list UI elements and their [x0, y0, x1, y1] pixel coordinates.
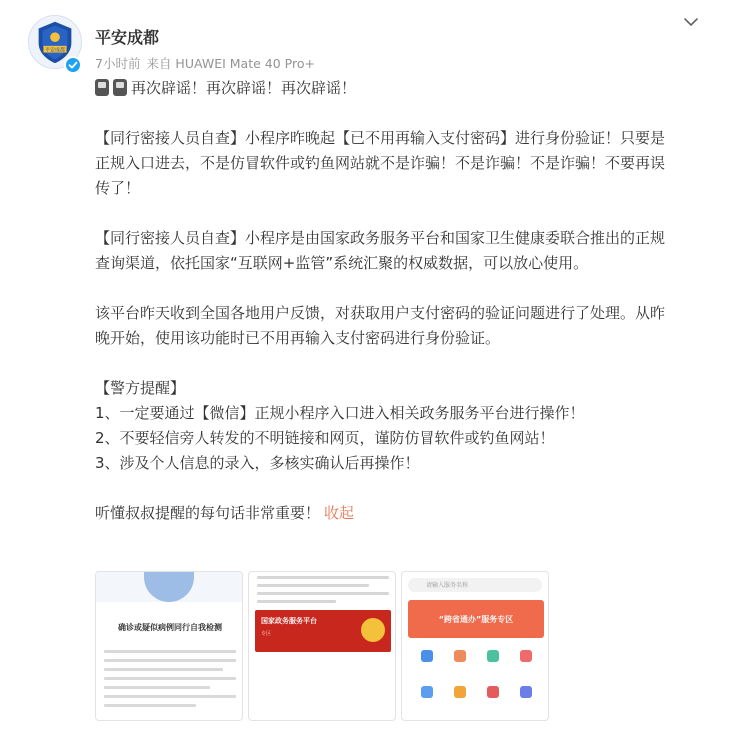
service-cell [410, 650, 443, 665]
service-cell [476, 650, 509, 665]
post-line-2: 【同行密接人员自查】小程序昨晚起【已不用再输入支付密码】进行身份验证！只要是 [95, 129, 666, 147]
image-thumbnail-3[interactable] [401, 571, 549, 721]
post-text [95, 76, 705, 526]
post-line-17: 听懂叔叔提醒的每句话非常重要！ 收起 [95, 504, 355, 522]
post-line-14: 2、不要轻信旁人转发的不明链接和网页，谨防仿冒软件或钓鱼网站！ [95, 429, 555, 447]
post-line-3: 正规入口进去，不是仿冒软件或钓鱼网站就不是诈骗！不是诈骗！不是诈骗！不要再误 [95, 154, 666, 172]
post-line-15: 3、涉及个人信息的录入，多核实确认后再操作！ [95, 454, 420, 472]
image-1-title: 确诊或疑似病例同行自我检测 [118, 623, 222, 632]
verified-badge-icon [64, 56, 82, 74]
mini-search-bar [408, 578, 542, 592]
banner-subtitle: 专区 [261, 631, 272, 637]
banner-title: 国家政务服务平台 [261, 617, 317, 625]
service-cell [476, 686, 509, 701]
post-line-12: 【警方提醒】 [95, 379, 186, 397]
post-meta [95, 54, 321, 72]
image-gallery [95, 571, 550, 721]
post-line-9: 该平台昨天收到全国各地用户反馈，对获取用户支付密码的验证问题进行了处理。从昨 [95, 304, 666, 322]
service-zone-banner [408, 600, 544, 638]
post-line-7: 查询渠道，依托国家“互联网+监管”系统汇聚的权威数据，可以放心使用。 [95, 254, 589, 272]
service-cell [410, 686, 443, 701]
post-line-10: 晚开始，使用该功能时已不用再输入支付密码进行身份验证。 [95, 329, 501, 347]
image-thumbnail-1[interactable] [95, 571, 243, 721]
mini-search-placeholder: 请输入服务名称 [426, 582, 469, 589]
service-cell [443, 650, 476, 665]
sos-emoji-icon [95, 79, 109, 96]
collapse-link[interactable]: 收起 [324, 504, 355, 522]
national-emblem-icon [361, 618, 385, 642]
sos-emoji-icon [113, 79, 127, 96]
avatar-text: 平安成都 [44, 47, 66, 54]
chevron-down-icon[interactable] [681, 12, 701, 32]
post-source: 来自 HUAWEI Mate 40 Pro+ [146, 56, 315, 71]
post-line-0: 再次辟谣！再次辟谣！再次辟谣！ [95, 76, 705, 101]
account-name[interactable]: 平安成都 [95, 28, 160, 47]
service-cell [509, 686, 542, 701]
service-cell [443, 686, 476, 701]
service-cell [509, 650, 542, 665]
image-thumbnail-2[interactable] [248, 571, 396, 721]
post-time[interactable]: 7小时前 [95, 56, 141, 71]
post-line-6: 【同行密接人员自查】小程序是由国家政务服务平台和国家卫生健康委联合推出的正规 [95, 229, 666, 247]
service-zone-title: “跨省通办”服务专区 [438, 615, 514, 624]
post-line-4: 传了！ [95, 179, 141, 197]
post-line-13: 1、一定要通过【微信】正规小程序入口进入相关政务服务平台进行操作！ [95, 404, 585, 422]
gov-platform-banner [255, 610, 391, 652]
